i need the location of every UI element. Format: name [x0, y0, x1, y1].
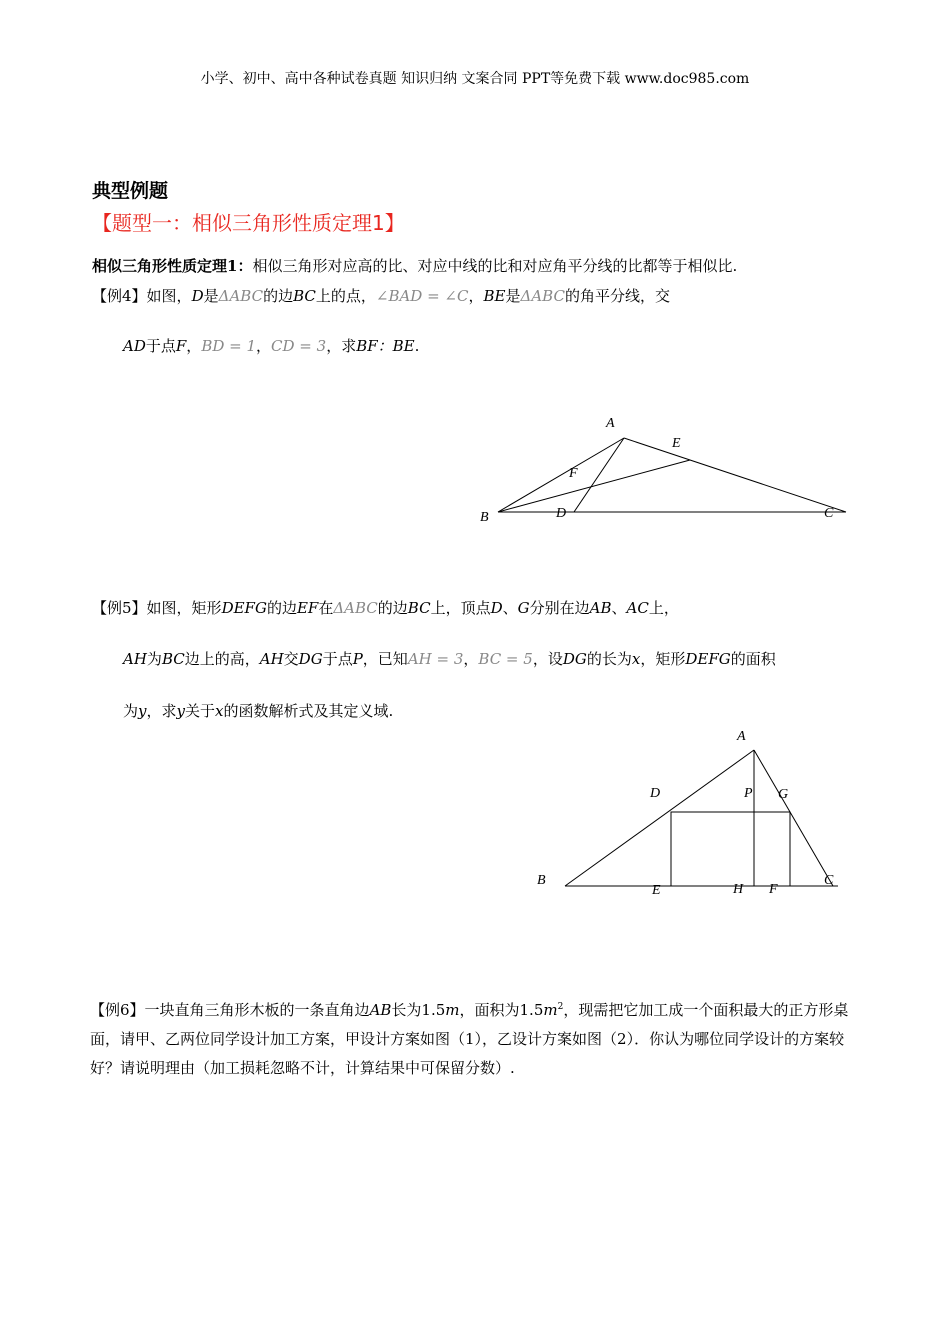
label-c: C	[824, 506, 834, 521]
example-6-paragraph: 【例6】一块直角三角形木板的一条直角边AB长为1.5m，面积为$1.5m^2$，现需把它加工成一个面积最大的正方形桌面，请甲、乙两位同学设计加工方案，甲设计方案如图（1），乙设计方案如图（2）．你认为哪位同学设计的方案较好？请说明理由（加工损耗忽略不计，计算结果中可保留分数）.	[90, 1001, 849, 1077]
label-a-2: A	[737, 729, 746, 744]
example-4-line-2: AD于点F，BD = 1，CD = 3，求BF：BE.	[123, 337, 420, 355]
label-e: E	[672, 436, 681, 451]
angle-equality-formula: ∠BAD = ∠C	[375, 287, 469, 305]
label-e-2: E	[652, 883, 661, 898]
theorem-text: 相似三角形对应高的比、对应中线的比和对应角平分线的比都等于相似比.	[252, 257, 738, 275]
label-g: G	[778, 787, 789, 802]
example-4-line-1: 【例4】如图，D是ΔABC的边BC上的点，∠BAD = ∠C，BE是ΔABC的角平分线，交	[92, 287, 670, 305]
example-6-tag: 【例6】	[90, 1001, 145, 1019]
label-c-2: C	[824, 873, 834, 888]
triangle-abc-formula: ΔABC	[218, 287, 264, 305]
example-5-tag: 【例5】	[92, 599, 147, 617]
cd-formula: CD = 3	[271, 337, 327, 355]
rectangle-defg	[671, 812, 790, 886]
label-f-2: F	[769, 882, 778, 897]
segment-ac	[624, 438, 846, 512]
label-b: B	[480, 510, 489, 525]
page-header: 小学、初中、高中各种试卷真题 知识归纳 文案合同 PPT等免费下载 www.doc985.com	[200, 71, 750, 87]
example-5-line-1: 【例5】如图，矩形DEFG的边EF在ΔABC的边BC上，顶点D、G分别在边AB、AC上，	[92, 599, 679, 617]
segment-ad	[574, 438, 624, 512]
label-a: A	[606, 416, 615, 431]
section-title: 典型例题	[92, 180, 169, 202]
ah-formula: AH = 3	[407, 650, 464, 668]
example-5-line-2: AH为BC边上的高，AH交DG于点P，已知AH = 3，BC = 5，设DG的长为x，矩形DEFG的面积	[123, 650, 776, 668]
example-4-tag: 【例4】	[92, 287, 147, 305]
bc-formula: BC = 5	[478, 650, 533, 668]
label-b-2: B	[537, 873, 546, 888]
theorem-label: 相似三角形性质定理1：	[92, 257, 253, 275]
segment-ac-2	[754, 750, 833, 886]
segment-ab	[498, 438, 624, 512]
label-h: H	[733, 882, 744, 897]
label-p: P	[744, 786, 753, 801]
label-d-2: D	[650, 786, 661, 801]
ratio-target: BF：BE	[356, 337, 415, 355]
example-5-line-3: 为y，求y关于x的函数解析式及其定义域.	[123, 702, 394, 720]
segment-be	[498, 460, 690, 512]
label-d: D	[556, 506, 567, 521]
label-f: F	[569, 466, 578, 481]
bd-formula: BD = 1	[201, 337, 257, 355]
question-type-heading: 【题型一：相似三角形性质定理1】	[92, 211, 405, 235]
segment-ab-2	[565, 750, 754, 886]
triangle-abc-formula: ΔABC	[333, 599, 378, 617]
triangle-abc-formula: ΔABC	[520, 287, 565, 305]
